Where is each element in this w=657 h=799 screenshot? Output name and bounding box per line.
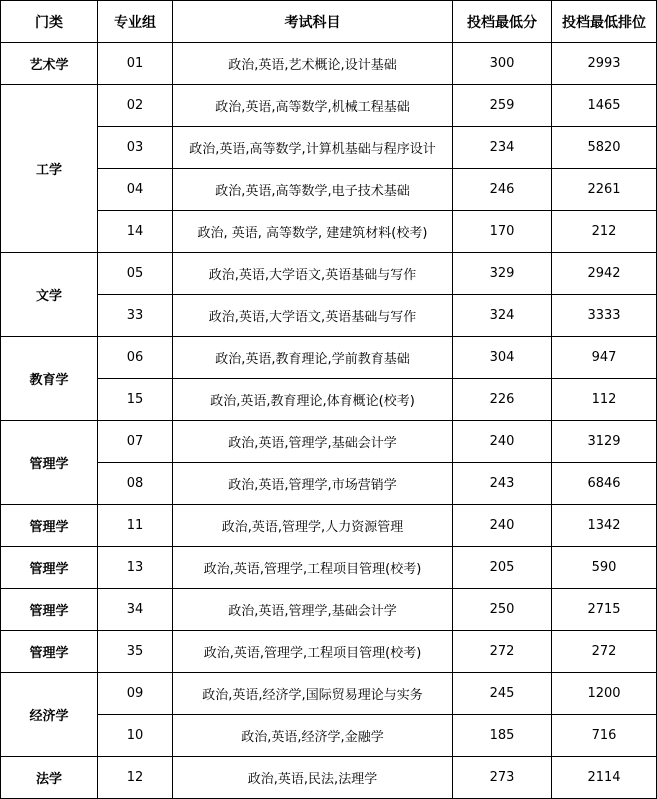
table-row [1,379,657,421]
min-score-cell: 240 [453,421,552,463]
table-row [1,253,657,295]
min-score-cell: 324 [453,295,552,337]
group-cell: 05 [98,253,173,295]
group-cell: 08 [98,463,173,505]
group-cell: 09 [98,673,173,715]
group-cell: 03 [98,127,173,169]
header-category: 门类 [1,1,98,43]
group-cell: 11 [98,505,173,547]
min-score-cell: 250 [453,589,552,631]
table-row [1,673,657,715]
min-rank-cell: 2942 [552,253,657,295]
table-row [1,43,657,85]
category-cell: 文学 [1,253,98,337]
table-row [1,505,657,547]
category-cell: 管理学 [1,421,98,505]
min-rank-cell: 1465 [552,85,657,127]
subjects-cell: 政治,英语,管理学,工程项目管理(校考) [173,547,453,589]
subjects-cell: 政治,英语,教育理论,学前教育基础 [173,337,453,379]
subjects-cell: 政治,英语,大学语文,英语基础与写作 [173,253,453,295]
min-score-cell: 185 [453,715,552,757]
table-row [1,421,657,463]
group-cell: 33 [98,295,173,337]
category-cell: 管理学 [1,547,98,589]
group-cell: 35 [98,631,173,673]
min-rank-cell: 212 [552,211,657,253]
group-cell: 14 [98,211,173,253]
min-rank-cell: 590 [552,547,657,589]
min-rank-cell: 2114 [552,757,657,799]
table-row [1,295,657,337]
min-rank-cell: 1200 [552,673,657,715]
min-score-cell: 329 [453,253,552,295]
group-cell: 01 [98,43,173,85]
table-row [1,757,657,799]
table-row [1,337,657,379]
min-rank-cell: 272 [552,631,657,673]
category-cell: 工学 [1,85,98,253]
min-rank-cell: 1342 [552,505,657,547]
table-row [1,589,657,631]
subjects-cell: 政治,英语,民法,法理学 [173,757,453,799]
min-score-cell: 304 [453,337,552,379]
min-score-cell: 273 [453,757,552,799]
min-score-cell: 259 [453,85,552,127]
table-row [1,463,657,505]
header-row [1,1,657,43]
header-min-rank: 投档最低排位 [552,1,657,43]
category-cell: 管理学 [1,505,98,547]
group-cell: 15 [98,379,173,421]
min-rank-cell: 716 [552,715,657,757]
group-cell: 06 [98,337,173,379]
min-rank-cell: 947 [552,337,657,379]
min-rank-cell: 6846 [552,463,657,505]
table-row [1,85,657,127]
subjects-cell: 政治,英语,管理学,人力资源管理 [173,505,453,547]
table-body [1,43,657,799]
min-rank-cell: 2715 [552,589,657,631]
group-cell: 34 [98,589,173,631]
subjects-cell: 政治,英语,管理学,市场营销学 [173,463,453,505]
group-cell: 12 [98,757,173,799]
category-cell: 管理学 [1,631,98,673]
subjects-cell: 政治,英语,管理学,基础会计学 [173,421,453,463]
table-row [1,211,657,253]
category-cell: 经济学 [1,673,98,757]
min-score-cell: 272 [453,631,552,673]
min-rank-cell: 112 [552,379,657,421]
subjects-cell: 政治,英语,高等数学,机械工程基础 [173,85,453,127]
subjects-cell: 政治,英语,艺术概论,设计基础 [173,43,453,85]
group-cell: 04 [98,169,173,211]
min-score-cell: 226 [453,379,552,421]
min-rank-cell: 5820 [552,127,657,169]
group-cell: 02 [98,85,173,127]
min-score-cell: 170 [453,211,552,253]
subjects-cell: 政治,英语,经济学,金融学 [173,715,453,757]
subjects-cell: 政治, 英语, 高等数学, 建建筑材料(校考) [173,211,453,253]
subjects-cell: 政治,英语,大学语文,英语基础与写作 [173,295,453,337]
header-min-score: 投档最低分 [453,1,552,43]
subjects-cell: 政治,英语,高等数学,电子技术基础 [173,169,453,211]
table-row [1,169,657,211]
min-score-cell: 245 [453,673,552,715]
category-cell: 管理学 [1,589,98,631]
table-row [1,547,657,589]
group-cell: 10 [98,715,173,757]
table-row [1,127,657,169]
min-rank-cell: 3129 [552,421,657,463]
subjects-cell: 政治,英语,经济学,国际贸易理论与实务 [173,673,453,715]
table-row [1,631,657,673]
header-group: 专业组 [98,1,173,43]
table-row [1,715,657,757]
min-score-cell: 246 [453,169,552,211]
subjects-cell: 政治,英语,管理学,工程项目管理(校考) [173,631,453,673]
min-score-cell: 240 [453,505,552,547]
min-score-cell: 300 [453,43,552,85]
subjects-cell: 政治,英语,管理学,基础会计学 [173,589,453,631]
subjects-cell: 政治,英语,教育理论,体育概论(校考) [173,379,453,421]
group-cell: 07 [98,421,173,463]
category-cell: 艺术学 [1,43,98,85]
category-cell: 法学 [1,757,98,799]
min-rank-cell: 2993 [552,43,657,85]
min-rank-cell: 2261 [552,169,657,211]
group-cell: 13 [98,547,173,589]
min-rank-cell: 3333 [552,295,657,337]
subjects-cell: 政治,英语,高等数学,计算机基础与程序设计 [173,127,453,169]
min-score-cell: 205 [453,547,552,589]
min-score-cell: 243 [453,463,552,505]
category-cell: 教育学 [1,337,98,421]
header-subjects: 考试科目 [173,1,453,43]
min-score-cell: 234 [453,127,552,169]
